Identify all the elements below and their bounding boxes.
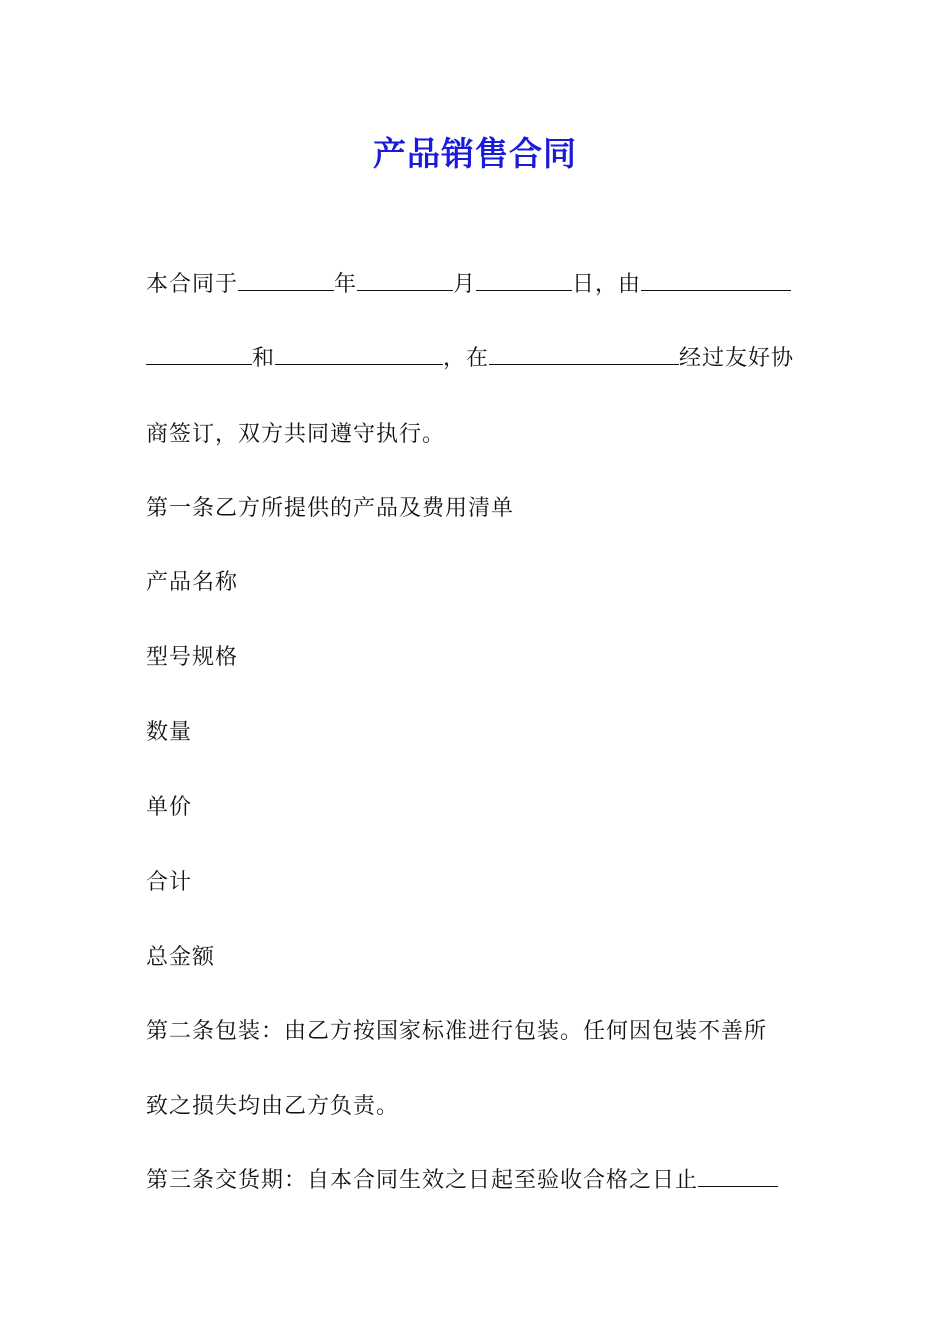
article2-line-1: 第二条包装：由乙方按国家标准进行包装。任何因包装不善所 — [146, 1019, 768, 1044]
intro-text: 年 — [334, 272, 358, 297]
year-blank — [238, 272, 334, 291]
article2-line-2: 致之损失均由乙方负责。 — [146, 1094, 400, 1119]
article3-text: 第三条交货期：自本合同生效之日起至验收合格之日止 — [146, 1168, 699, 1193]
intro-line-2 — [146, 344, 806, 374]
document-title: 产品销售合同 — [373, 134, 577, 173]
day-blank — [476, 272, 572, 291]
article1-item: 型号规格 — [146, 645, 239, 670]
party-b-blank — [275, 346, 443, 365]
party-a-blank-cont — [146, 346, 252, 365]
article1-item: 单价 — [146, 795, 193, 820]
article1-item: 合计 — [146, 870, 193, 895]
party-a-blank — [641, 272, 791, 291]
intro-text: 日，由 — [572, 272, 642, 297]
month-blank — [357, 272, 453, 291]
intro-text: 经过友好协 — [679, 346, 795, 371]
article3-line-1 — [146, 1166, 806, 1196]
intro-text: 月 — [453, 272, 477, 297]
intro-text: 和 — [252, 346, 276, 371]
article1-item: 数量 — [146, 720, 193, 745]
article1-item: 产品名称 — [146, 570, 239, 595]
article1-item: 总金额 — [146, 945, 216, 970]
delivery-blank — [698, 1168, 778, 1187]
intro-text: ，在 — [443, 346, 490, 371]
intro-line-3: 商签订，双方共同遵守执行。 — [146, 422, 446, 447]
place-blank — [489, 346, 679, 365]
intro-line-1 — [146, 270, 806, 300]
article1-heading: 第一条乙方所提供的产品及费用清单 — [146, 496, 515, 521]
intro-text: 本合同于 — [146, 272, 239, 297]
